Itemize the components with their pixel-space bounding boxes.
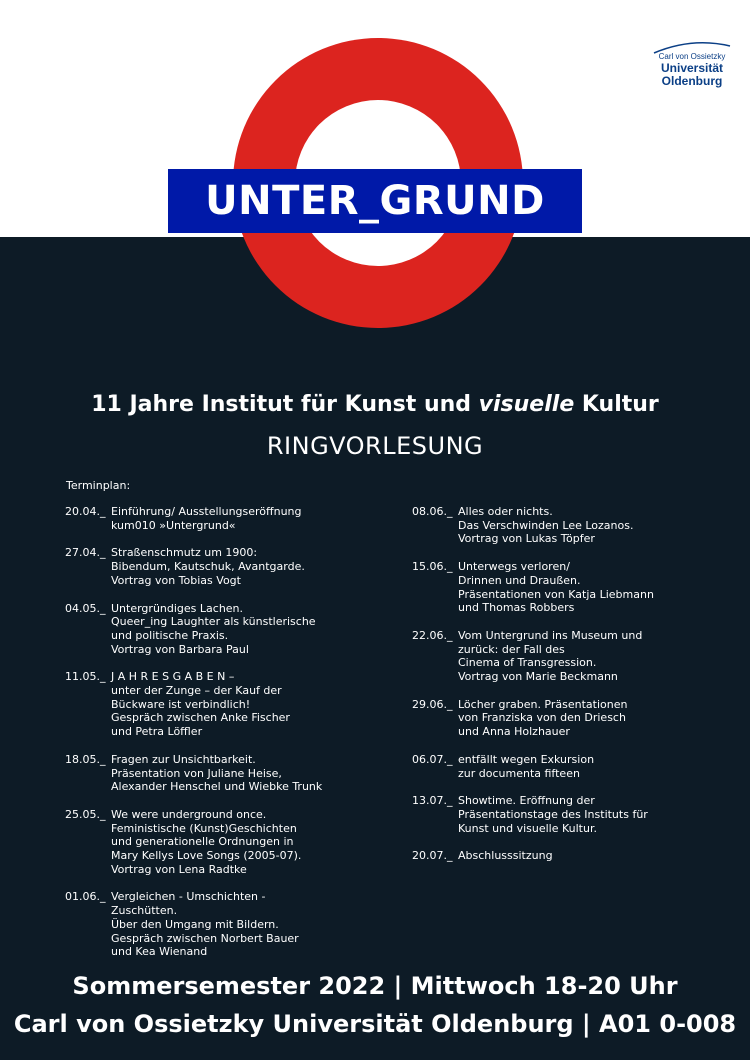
entry-date: 06.07._ <box>412 752 453 766</box>
schedule-entry <box>412 629 722 684</box>
schedule-entry <box>412 698 722 739</box>
entry-text <box>458 505 722 546</box>
entry-date: 27.04._ <box>65 546 106 560</box>
entry-text <box>458 698 722 739</box>
schedule-left-column <box>65 505 365 959</box>
schedule-entry <box>412 849 722 863</box>
event-subheading: RINGVORLESUNG <box>266 432 484 460</box>
schedule-right-column <box>412 505 722 863</box>
university-name-line3: Oldenburg <box>661 74 723 88</box>
entry-line: Vortrag von Barbara Paul <box>111 642 249 656</box>
entry-line: Kunst und visuelle Kultur. <box>458 821 597 835</box>
schedule-entry <box>412 794 722 835</box>
entry-text <box>458 629 722 684</box>
entry-text <box>111 890 365 959</box>
entry-line: Vergleichen - Umschichten - <box>111 890 266 904</box>
entry-line: Präsentationen von Katja Liebmann <box>458 587 654 601</box>
schedule-entry <box>65 670 365 739</box>
entry-line: Feministische (Kunst)Geschichten <box>111 821 297 835</box>
entry-line: von Franziska von den Driesch <box>458 711 626 725</box>
entry-date: 29.06._ <box>412 697 453 711</box>
entry-line: zurück: der Fall des <box>458 642 565 656</box>
entry-line: Über den Umgang mit Bildern. <box>111 917 279 931</box>
entry-line: Queer_ing Laughter als künstlerische <box>111 615 316 629</box>
entry-line: Showtime. Eröffnung der <box>458 794 595 808</box>
schedule-label: Terminplan: <box>66 479 131 492</box>
entry-text <box>458 794 722 835</box>
schedule-entry <box>412 560 722 615</box>
entry-text <box>111 753 365 794</box>
entry-text <box>111 505 365 532</box>
entry-line: Vortrag von Tobias Vogt <box>111 573 241 587</box>
entry-line: Drinnen und Draußen. <box>458 573 581 587</box>
entry-line: Alexander Henschel und Wiebke Trunk <box>111 780 323 794</box>
entry-line: unter der Zunge – der Kauf der <box>111 684 282 698</box>
entry-line: entfällt wegen Exkursion <box>458 752 595 766</box>
heading-part2: visuelle <box>478 392 575 417</box>
schedule-entry <box>65 808 365 877</box>
entry-line: Einführung/ Ausstellungseröffnung <box>111 505 302 518</box>
entry-line: Bibendum, Kautschuk, Avantgarde. <box>111 560 305 574</box>
entry-line: Präsentation von Juliane Heise, <box>111 766 282 780</box>
schedule-entry <box>412 753 722 780</box>
entry-line: We were underground once. <box>111 807 267 821</box>
heading-part3: Kultur <box>574 392 659 417</box>
schedule-entry <box>65 602 365 657</box>
entry-text <box>111 602 365 657</box>
entry-line: Vortrag von Marie Beckmann <box>458 670 618 684</box>
entry-text <box>458 849 722 863</box>
entry-line: und Thomas Robbers <box>458 601 575 615</box>
entry-line: und generationelle Ordnungen in <box>111 835 294 849</box>
entry-date: 18.05._ <box>65 752 106 766</box>
entry-line: Vortrag von Lukas Töpfer <box>458 532 595 546</box>
footer-semester-time: Sommersemester 2022 | Mittwoch 18-20 Uhr <box>72 972 678 1000</box>
entry-text <box>111 670 365 739</box>
entry-date: 01.06._ <box>65 890 106 904</box>
entry-text <box>458 753 722 780</box>
entry-date: 15.06._ <box>412 560 453 574</box>
entry-line: kum010 »Untergrund« <box>111 518 236 532</box>
entry-date: 11.05._ <box>65 670 106 684</box>
entry-line: Untergründiges Lachen. <box>111 601 244 615</box>
university-name-line1: Carl von Ossietzky <box>658 52 726 61</box>
entry-line: Löcher graben. Präsentationen <box>458 697 628 711</box>
entry-line: Vom Untergrund ins Museum und <box>458 628 643 642</box>
entry-line: Gespräch zwischen Norbert Bauer <box>111 931 299 945</box>
entry-text <box>458 560 722 615</box>
entry-date: 20.07._ <box>412 849 453 863</box>
footer-location: Carl von Ossietzky Universität Oldenburg | A01 0-008 <box>13 1010 737 1038</box>
entry-line: Vortrag von Lena Radtke <box>111 862 247 876</box>
schedule-entry <box>65 890 365 959</box>
schedule-entry <box>65 505 365 532</box>
university-logo <box>642 40 742 88</box>
entry-date: 25.05._ <box>65 807 106 821</box>
entry-date: 04.05._ <box>65 601 106 615</box>
schedule-entry <box>65 753 365 794</box>
poster-title: UNTER_GRUND <box>205 178 545 224</box>
heading-part1: 11 Jahre Institut für Kunst und <box>91 392 479 417</box>
entry-line: Mary Kellys Love Songs (2005-07). <box>111 849 302 863</box>
entry-line: Präsentationstage des Instituts für <box>458 807 648 821</box>
entry-line: Zuschütten. <box>111 904 178 918</box>
entry-line: Alles oder nichts. <box>458 505 553 518</box>
schedule-entry <box>412 505 722 546</box>
entry-line: J A H R E S G A B E N – <box>111 670 235 684</box>
entry-text <box>111 808 365 877</box>
entry-line: Bückware ist verbindlich! <box>111 697 251 711</box>
entry-date: 22.06._ <box>412 628 453 642</box>
entry-line: Gespräch zwischen Anke Fischer <box>111 711 290 725</box>
entry-line: Straßenschmutz um 1900: <box>111 546 258 560</box>
university-name-line2: Universität <box>660 61 724 75</box>
entry-text <box>111 546 365 587</box>
entry-line: und politische Praxis. <box>111 628 229 642</box>
entry-date: 13.07._ <box>412 794 453 808</box>
roundel-title-bar <box>168 169 582 233</box>
entry-line: Fragen zur Unsichtbarkeit. <box>111 752 256 766</box>
entry-line: Cinema of Transgression. <box>458 656 597 670</box>
entry-date: 20.04._ <box>65 505 106 518</box>
entry-line: und Anna Holzhauer <box>458 725 570 739</box>
event-heading <box>0 392 750 417</box>
entry-line: Abschlusssitzung <box>458 849 553 863</box>
entry-line: zur documenta fifteen <box>458 766 580 780</box>
schedule-entry <box>65 546 365 587</box>
entry-date: 08.06._ <box>412 505 453 518</box>
entry-line: und Petra Löffler <box>111 725 203 739</box>
entry-line: und Kea Wienand <box>111 945 208 959</box>
entry-line: Unterwegs verloren/ <box>458 560 570 574</box>
entry-line: Das Verschwinden Lee Lozanos. <box>458 518 634 532</box>
